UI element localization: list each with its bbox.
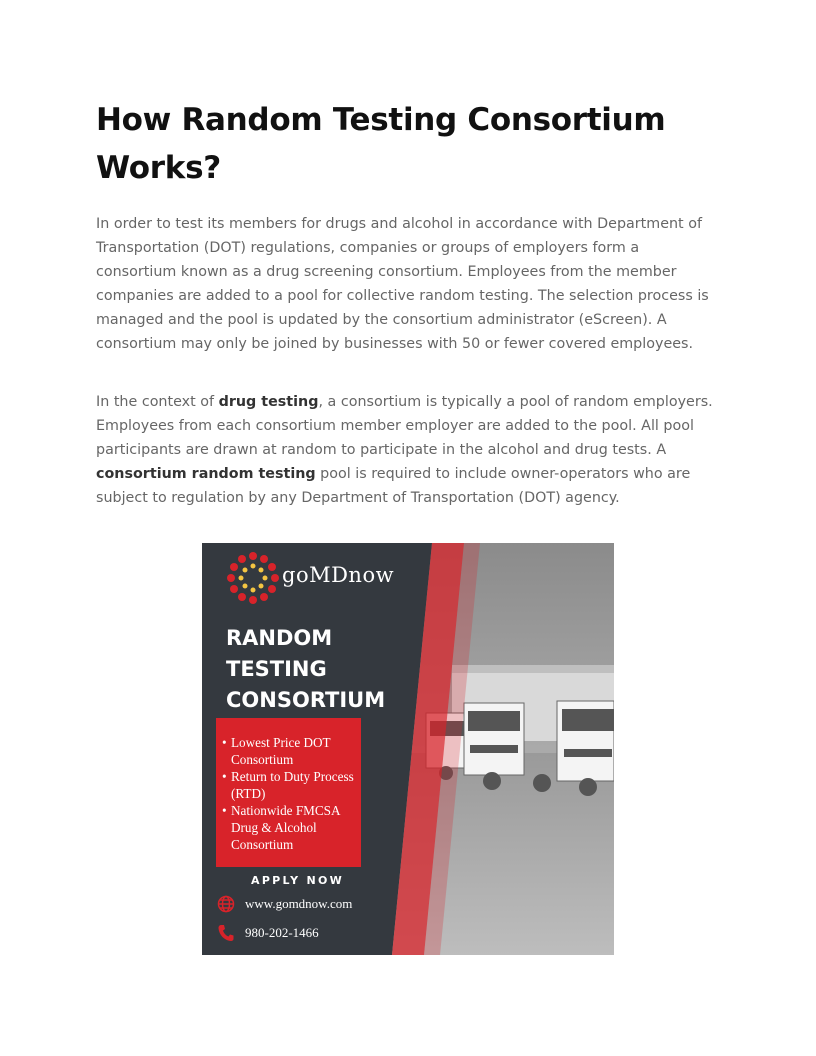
drug-testing-link[interactable]: drug testing xyxy=(218,394,319,410)
headline-line: TESTING xyxy=(226,657,327,681)
globe-icon xyxy=(217,895,235,913)
feature-item: • Nationwide FMCSA Drug & Alcohol Consortium xyxy=(222,802,362,853)
context-paragraph xyxy=(96,390,720,510)
paragraph-text: pool is required to include owner-operators who are subject to regulation by any Department of Transportation (DOT) agency. xyxy=(96,466,691,506)
consortium-random-testing-link[interactable]: consortium random testing xyxy=(96,466,316,482)
website-link[interactable]: www.gomdnow.com xyxy=(245,896,353,911)
paragraph-text: In the context of xyxy=(96,394,219,410)
headline-line: CONSORTIUM xyxy=(226,688,386,712)
page-title: How Random Testing Consortium Works? xyxy=(96,102,666,186)
features-list xyxy=(222,734,362,853)
feature-item: • Return to Duty Process (RTD) xyxy=(222,768,362,802)
feature-item: • Lowest Price DOT Consortium xyxy=(222,734,362,768)
headline-line: RANDOM xyxy=(226,626,333,650)
gomdnow-logo-icon xyxy=(226,551,280,605)
promo-headline xyxy=(226,623,385,716)
brand-name: goMDnow xyxy=(282,563,395,587)
phone-number[interactable]: 980-202-1466 xyxy=(245,925,319,940)
intro-paragraph: In order to test its members for drugs and alcohol in accordance with Department of Transportation (DOT) regulations, companies or groups of employers form a consortium known as a drug screening consortium. Employees from the member companies are added to a pool for collective random testing. The selection process is managed and the pool is updated by the consortium administrator (eScreen). A consortium may only be joined by businesses with 50 or fewer covered employees. xyxy=(96,216,709,352)
paragraph-text: , a consortium is typically a pool of random employers. Employees from each consortium member employer are added to the pool. All pool participants are drawn at random to participate in the alcohol and drug tests. A xyxy=(96,394,713,458)
features-box xyxy=(216,718,361,867)
apply-now-button[interactable]: APPLY NOW xyxy=(251,874,345,887)
phone-icon xyxy=(218,924,234,942)
